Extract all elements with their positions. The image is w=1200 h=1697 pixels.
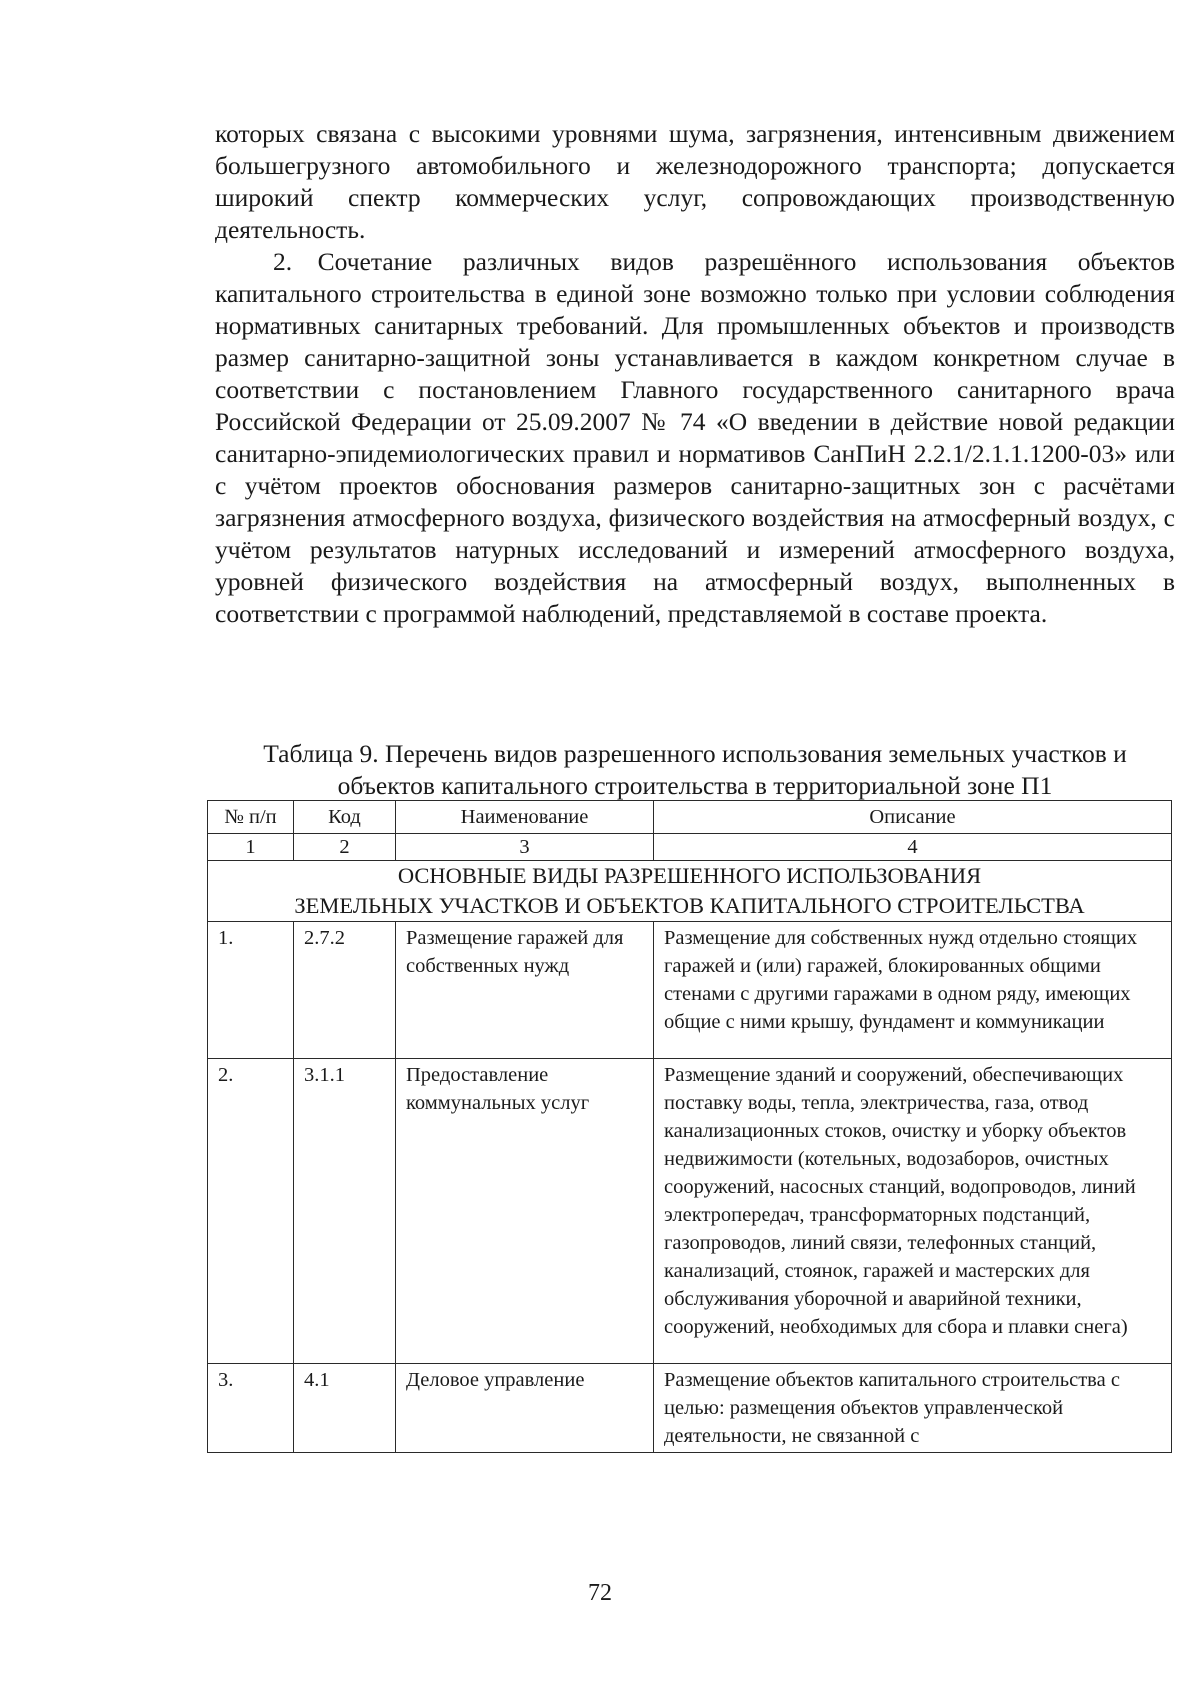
header-name: Наименование xyxy=(396,801,654,834)
body-text xyxy=(215,118,1175,630)
paragraph-2: 2. Сочетание различных видов разрешённого использования объектов капитального строительства в единой зоне возможно только при условии соблюдения нормативных санитарных требований. Для промышленных объектов и производств размер санитарно-защитной зоны устанавливается в каждом конкретном случае в соответствии с постановлением Главного государственного санитарного врача Российской Федерации от 25.09.2007 № 74 «О введении в действие новой редакции санитарно-эпидемиологических правил и нормативов СанПиН 2.2.1/2.1.1.1200-03» или с учётом проектов обоснования размеров санитарно-защитных зон с расчётами загрязнения атмосферного воздуха, физического воздействия на атмосферный воздух, с учётом результатов натурных исследований и измерений атмосферного воздуха, уровней физического воздействия на атмосферный воздух, выполненных в соответствии с программой наблюдений, представляемой в составе проекта. xyxy=(215,247,1175,628)
table-row xyxy=(208,922,1172,1059)
row-name: Предоставление коммунальных услуг xyxy=(396,1059,654,1364)
row-desc: Размещение для собственных нужд отдельно стоящих гаражей и (или) гаражей, блокированных общими стенами с другими гаражами в одном ряду, имеющих общие с ними крышу, фундамент и коммуникации xyxy=(654,922,1172,1059)
row-num: 3. xyxy=(208,1364,294,1453)
row-name: Размещение гаражей для собственных нужд xyxy=(396,922,654,1059)
row-code: 4.1 xyxy=(294,1364,396,1453)
header-desc: Описание xyxy=(654,801,1172,834)
table-caption xyxy=(195,738,1195,802)
row-code: 2.7.2 xyxy=(294,922,396,1059)
row-desc: Размещение зданий и сооружений, обеспечивающих поставку воды, тепла, электричества, газа, отвод канализационных стоков, очистку и уборку объектов недвижимости (котельных, водозаборов, очистных сооружений, насосных станций, водопроводов, линий электропередач, трансформаторных подстанций, газопроводов, линий связи, телефонных станций, канализаций, стоянок, гаражей и мастерских для обслуживания уборочной и аварийной техники, сооружений, необходимых для сбора и плавки снега) xyxy=(654,1059,1172,1364)
column-number: 2 xyxy=(294,834,396,861)
row-desc: Размещение объектов капитального строительства с целью: размещения объектов управленческой деятельности, не связанной с xyxy=(654,1364,1172,1453)
row-code: 3.1.1 xyxy=(294,1059,396,1364)
page-number: 72 xyxy=(588,1580,612,1606)
paragraph-1: которых связана с высокими уровнями шума, загрязнения, интенсивным движением большегрузного автомобильного и железнодорожного транспорта; допускается широкий спектр коммерческих услуг, сопровождающих производственную деятельность. xyxy=(215,119,1175,244)
header-code: Код xyxy=(294,801,396,834)
column-number-row xyxy=(208,834,1172,861)
table-caption-line-1: Таблица 9. Перечень видов разрешенного использования земельных участков и xyxy=(263,739,1127,768)
row-num: 1. xyxy=(208,922,294,1059)
table-row xyxy=(208,1059,1172,1364)
section-heading-line-1: ОСНОВНЫЕ ВИДЫ РАЗРЕШЕННОГО ИСПОЛЬЗОВАНИЯ xyxy=(397,863,982,888)
table-row xyxy=(208,1364,1172,1453)
table-caption-line-2: объектов капитального строительства в территориальной зоне П1 xyxy=(337,771,1053,800)
permitted-use-table xyxy=(207,800,1172,1453)
section-heading xyxy=(208,861,1172,922)
row-name: Деловое управление xyxy=(396,1364,654,1453)
table-header-row xyxy=(208,801,1172,834)
section-heading-line-2: ЗЕМЕЛЬНЫХ УЧАСТКОВ И ОБЪЕКТОВ КАПИТАЛЬНОГО СТРОИТЕЛЬСТВА xyxy=(294,893,1085,918)
column-number: 4 xyxy=(654,834,1172,861)
row-num: 2. xyxy=(208,1059,294,1364)
column-number: 3 xyxy=(396,834,654,861)
section-heading-row xyxy=(208,861,1172,922)
column-number: 1 xyxy=(208,834,294,861)
header-num: № п/п xyxy=(208,801,294,834)
